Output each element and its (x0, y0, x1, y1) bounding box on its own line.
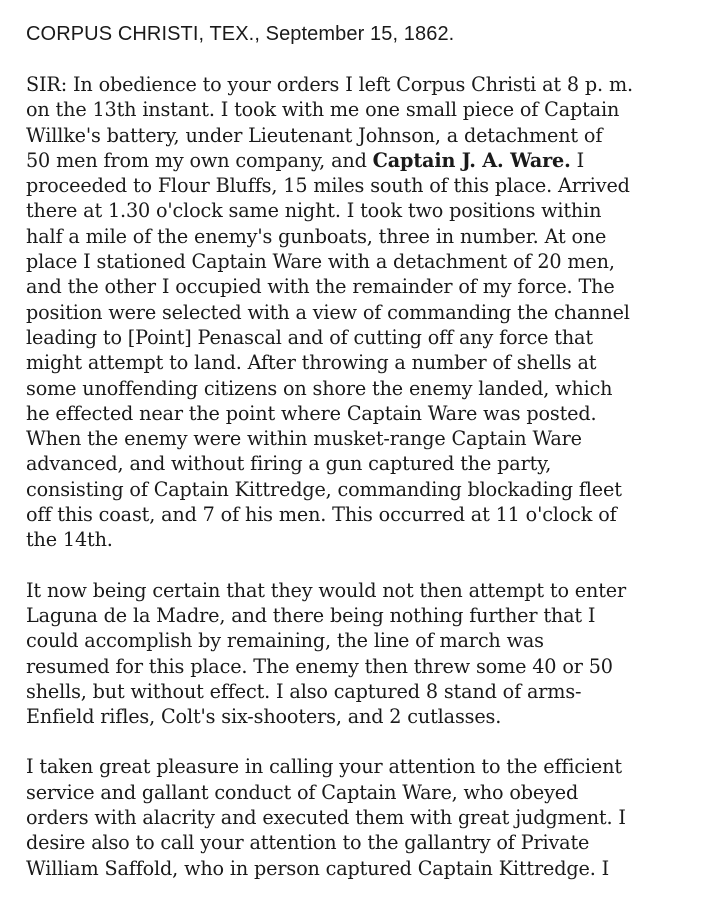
text-line-with-bold (26, 148, 706, 173)
text-line: Laguna de la Madre, and there being nothing further that I (26, 603, 596, 627)
text-line: position were selected with a view of commanding the channel (26, 300, 630, 324)
bold-name-captain-ware: Captain J. A. Ware. (372, 148, 571, 172)
text-line: and the other I occupied with the remainder of my force. The (26, 275, 615, 299)
paragraph-1 (26, 72, 706, 553)
text-line: William Saffold, who in person captured Captain Kittredge. I (26, 856, 610, 880)
paragraph-2 (26, 578, 706, 730)
text-line: could accomplish by remaining, the line of march was (26, 629, 544, 653)
text-line: orders with alacrity and executed them with great judgment. I (26, 806, 626, 830)
text-line: the 14th. (26, 528, 113, 552)
text-line: leading to [Point] Penascal and of cutting off any force that (26, 325, 593, 349)
text-line: SIR: In obedience to your orders I left Corpus Christi at 8 p. m. (26, 73, 633, 96)
text-line: on the 13th instant. I took with me one small piece of Captain (26, 98, 620, 122)
text-line: service and gallant conduct of Captain Ware, who obeyed (26, 780, 579, 804)
text-line: proceeded to Flour Bluffs, 15 miles south of this place. Arrived (26, 174, 630, 198)
text-line: he effected near the point where Captain Ware was posted. (26, 401, 597, 425)
text-line: Willke's battery, under Lieutenant Johnson, a detachment of (26, 123, 603, 147)
text-fragment: 50 men from my own company, and (26, 148, 373, 172)
text-line: advanced, and without firing a gun captured the party, (26, 452, 552, 476)
dateline: CORPUS CHRISTI, TEX., September 15, 1862. (26, 23, 455, 45)
text-line: consisting of Captain Kittredge, commanding blockading fleet (26, 477, 622, 501)
text-line: I taken great pleasure in calling your attention to the efficient (26, 755, 622, 779)
text-line: half a mile of the enemy's gunboats, three in number. At one (26, 224, 607, 248)
text-line: desire also to call your attention to the gallantry of Private (26, 831, 590, 855)
paragraph-3 (26, 754, 706, 880)
text-line: It now being certain that they would not then attempt to enter (26, 578, 626, 602)
text-line: off this coast, and 7 of his men. This occurred at 11 o'clock of (26, 503, 617, 527)
text-line: might attempt to land. After throwing a number of shells at (26, 351, 597, 375)
text-line: there at 1.30 o'clock same night. I took two positions within (26, 199, 602, 223)
text-line: some unoffending citizens on shore the enemy landed, which (26, 376, 613, 400)
text-line: shells, but without effect. I also captured 8 stand of arms- (26, 679, 582, 703)
text-fragment: I (570, 148, 585, 172)
document-page (26, 22, 706, 906)
text-line: place I stationed Captain Ware with a detachment of 20 men, (26, 250, 615, 274)
text-line: Enfield rifles, Colt's six-shooters, and 2 cutlasses. (26, 705, 502, 729)
text-line: resumed for this place. The enemy then threw some 40 or 50 (26, 654, 613, 678)
text-line: When the enemy were within musket-range Captain Ware (26, 427, 582, 451)
